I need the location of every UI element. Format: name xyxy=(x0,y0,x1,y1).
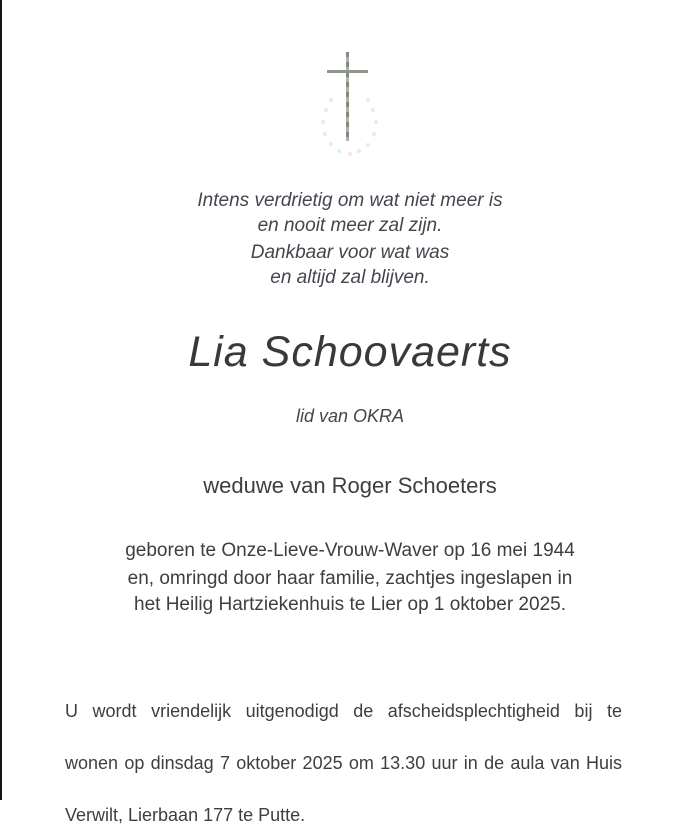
verse-line: en altijd zal blijven. xyxy=(270,267,430,288)
membership-line: lid van OKRA xyxy=(295,406,405,426)
verse-line: Intens verdrietig om wat niet meer is xyxy=(197,190,503,211)
verse-line: en nooit meer zal zijn. xyxy=(257,215,443,236)
deceased-name: Lia Schoovaerts xyxy=(188,328,512,376)
verse-line: Dankbaar voor wat was xyxy=(250,242,450,263)
life-detail-line: en, omringd door haar familie, zachtjes ingeslapen in xyxy=(127,568,573,589)
life-detail-line: geboren te Onze-Lieve-Vrouw-Waver op 16 mei 1944 xyxy=(125,540,575,561)
invitation-line: Verwilt, Lierbaan 177 te Putte. xyxy=(65,805,306,825)
invitation-line: U wordt vriendelijk uitgenodigd de afscheidsplechtigheid bij te xyxy=(65,701,622,721)
scan-edge-line xyxy=(0,0,2,800)
invitation-paragraph xyxy=(65,698,622,828)
life-detail-line: het Heilig Hartziekenhuis te Lier op 1 oktober 2025. xyxy=(134,594,566,615)
invitation-line: wonen op dinsdag 7 oktober 2025 om 13.30 uur in de aula van Huis xyxy=(65,753,622,773)
relation-line: weduwe van Roger Schoeters xyxy=(203,473,497,498)
